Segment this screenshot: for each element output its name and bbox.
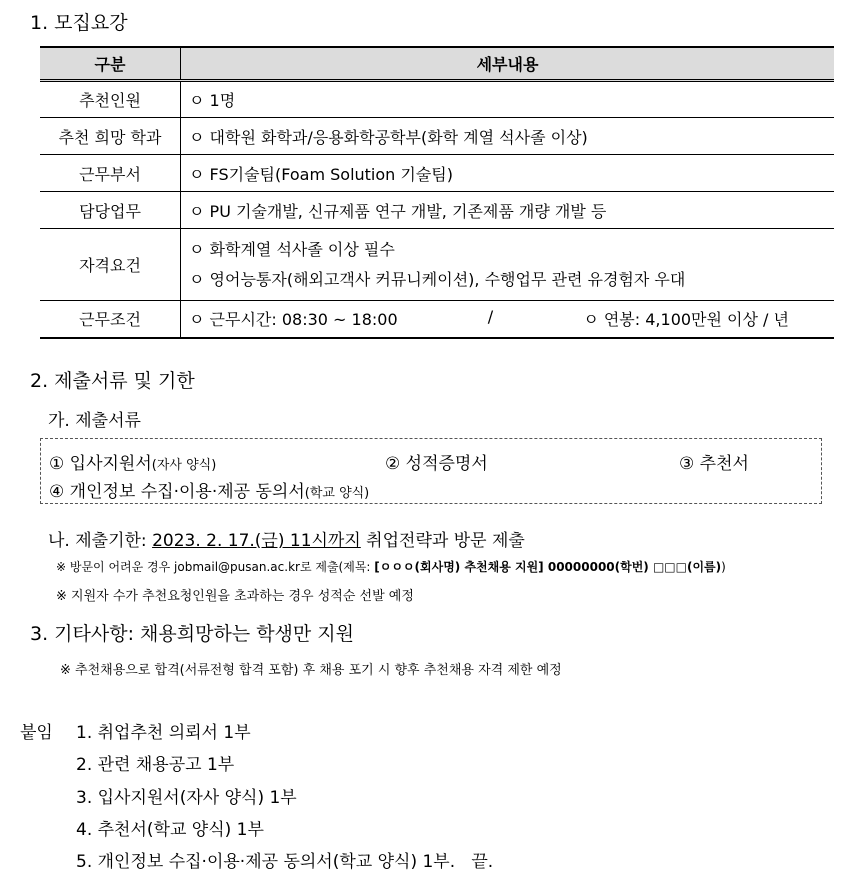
doc-item xyxy=(385,449,488,474)
recruitment-table xyxy=(40,46,834,339)
attachments-label: 붙임 xyxy=(20,723,53,743)
row-detail: ㅇ 1명 xyxy=(181,81,835,118)
doc-item xyxy=(49,449,216,474)
deadline-suffix: 취업전략과 방문 제출 xyxy=(360,531,525,551)
row-detail xyxy=(181,229,835,301)
doc-label: ③ 추천서 xyxy=(679,454,749,474)
attachment-item: 2. 관련 채용공고 1부 xyxy=(76,755,235,775)
attachment-item: 5. 개인정보 수집·이용·제공 동의서(학교 양식) 1부. 끝. xyxy=(76,852,494,872)
subsection-b-deadline xyxy=(48,526,525,551)
doc-item xyxy=(49,477,369,502)
qualification-item: ㅇ 영어능통자(해외고객사 커뮤니케이션), 수행업무 관련 유경험자 우대 xyxy=(189,269,686,289)
table-row xyxy=(40,118,834,155)
documents-box xyxy=(40,438,822,504)
row-label: 근무부서 xyxy=(40,155,181,192)
section-3-title: 3. 기타사항: 채용희망하는 학생만 지원 xyxy=(30,623,354,645)
doc-label: ② 성적증명서 xyxy=(385,454,488,474)
row-detail: ㅇ 대학원 화학과/응용화학공학부(화학 계열 석사졸 이상) xyxy=(181,118,835,155)
doc-label: ④ 개인정보 수집·이용·제공 동의서 xyxy=(49,482,305,502)
deadline-prefix: 나. 제출기한: xyxy=(48,531,153,551)
deadline-date: 2023. 2. 17.(금) 11시까지 xyxy=(152,531,361,551)
table-row xyxy=(40,192,834,229)
subsection-a-title: 가. 제출서류 xyxy=(48,411,141,431)
condition-separator: / xyxy=(487,307,494,327)
section-2-title: 2. 제출서류 및 기한 xyxy=(30,370,195,392)
row-label: 자격요건 xyxy=(40,229,181,301)
selection-note: ※ 지원자 수가 추천요청인원을 초과하는 경우 성적순 선발 예정 xyxy=(56,589,414,604)
row-detail xyxy=(181,301,835,338)
doc-note: (자사 양식) xyxy=(151,458,217,473)
header-details: 세부내용 xyxy=(181,47,835,81)
table-row xyxy=(40,81,834,118)
doc-note: (학교 양식) xyxy=(304,486,370,501)
email-note xyxy=(56,558,726,575)
section-1-title: 1. 모집요강 xyxy=(30,12,128,34)
row-detail: ㅇ PU 기술개발, 신규제품 연구 개발, 기존제품 개량 개발 등 xyxy=(181,192,835,229)
qualification-item: ㅇ 화학계열 석사졸 이상 필수 xyxy=(189,239,395,259)
attachment-item: 3. 입사지원서(자사 양식) 1부 xyxy=(76,788,297,808)
row-label: 담당업무 xyxy=(40,192,181,229)
section-3-note: ※ 추천채용으로 합격(서류전형 합격 포함) 후 채용 포기 시 향후 추천채용 자격 제한 예정 xyxy=(60,663,562,678)
email-note-prefix: ※ 방문이 어려운 경우 jobmail@pusan.ac.kr로 제출(제목: xyxy=(56,560,375,574)
email-note-suffix: ) xyxy=(721,560,726,574)
email-note-subject: [ㅇㅇㅇ(회사명) 추천채용 지원] 00000000(학번) □□□(이름) xyxy=(374,560,722,574)
salary: ㅇ 연봉: 4,100만원 이상 / 년 xyxy=(583,310,789,330)
row-label: 추천인원 xyxy=(40,81,181,118)
table-row xyxy=(40,155,834,192)
table-header-row xyxy=(40,47,834,81)
table-row xyxy=(40,229,834,301)
work-hours: ㅇ 근무시간: 08:30 ~ 18:00 xyxy=(189,310,398,330)
row-label: 근무조건 xyxy=(40,301,181,338)
row-label: 추천 희망 학과 xyxy=(40,118,181,155)
doc-item xyxy=(679,449,749,474)
table-row xyxy=(40,301,834,338)
attachment-item: 1. 취업추천 의뢰서 1부 xyxy=(76,723,251,743)
row-detail: ㅇ FS기술팀(Foam Solution 기술팀) xyxy=(181,155,835,192)
doc-label: ① 입사지원서 xyxy=(49,454,152,474)
attachment-item: 4. 추천서(학교 양식) 1부 xyxy=(76,820,264,840)
header-category: 구분 xyxy=(40,47,181,81)
